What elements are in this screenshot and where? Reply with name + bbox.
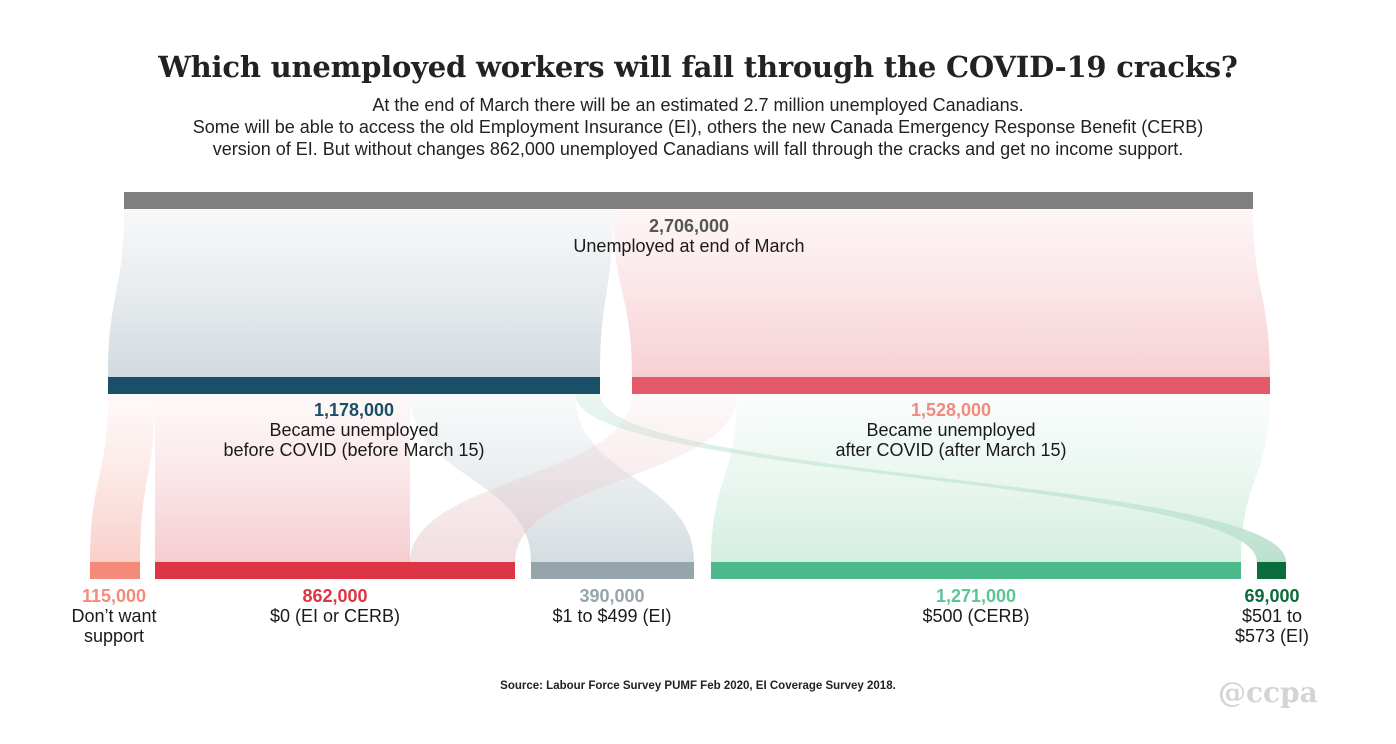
subtitle-line-1: At the end of March there will be an estimated 2.7 million unemployed Canadians. [372, 95, 1024, 115]
node-label-total [539, 216, 839, 256]
node-value-total: 2,706,000 [648, 216, 730, 236]
ccpa-watermark: @ccpa [1218, 676, 1318, 709]
node-text-nosupport-1: Don’t want [71, 606, 157, 626]
node-label-nosupport [54, 586, 174, 646]
node-bar-cerb [711, 562, 1241, 579]
node-bar-before [108, 377, 600, 394]
source-note: Source: Labour Force Survey PUMF Feb 2020, EI Coverage Survey 2018. [500, 680, 896, 692]
node-value-after: 1,528,000 [910, 400, 992, 420]
node-bar-after [632, 377, 1270, 394]
node-bar-high [1257, 562, 1286, 579]
node-value-zero: 862,000 [302, 586, 368, 606]
node-text-nosupport-2: support [83, 626, 145, 646]
chart-title: Which unemployed workers will fall through the COVID-19 cracks? [158, 50, 1238, 84]
node-value-high: 69,000 [1244, 586, 1300, 606]
node-label-zero [210, 586, 460, 626]
node-label-after [801, 400, 1101, 460]
node-value-cerb: 1,271,000 [935, 586, 1017, 606]
node-label-cerb [876, 586, 1076, 626]
node-text-high-2: $573 (EI) [1234, 626, 1310, 646]
node-label-high [1222, 586, 1322, 646]
subtitle-line-2: Some will be able to access the old Employment Insurance (EI), others the new Canada Emergency Response Benefit (CERB) [192, 117, 1204, 137]
node-text-after-1: Became unemployed [866, 420, 1036, 440]
flow-before-nosupport [90, 394, 155, 562]
node-bar-low [531, 562, 694, 579]
node-value-before: 1,178,000 [313, 400, 395, 420]
subtitle-line-3: version of EI. But without changes 862,000 unemployed Canadians will fall through the cracks and get no income support. [212, 139, 1184, 159]
node-text-before-2: before COVID (before March 15) [223, 440, 485, 460]
node-text-high-1: $501 to [1241, 606, 1303, 626]
node-text-zero: $0 (EI or CERB) [269, 606, 401, 626]
node-text-low: $1 to $499 (EI) [552, 606, 672, 626]
node-label-before [204, 400, 504, 460]
node-bar-total [124, 192, 1253, 209]
node-bar-nosupport [90, 562, 140, 579]
node-value-low: 390,000 [579, 586, 645, 606]
node-text-before-1: Became unemployed [269, 420, 439, 440]
flow-total-before [108, 209, 613, 377]
node-text-after-2: after COVID (after March 15) [835, 440, 1067, 460]
node-value-nosupport: 115,000 [81, 586, 147, 606]
node-label-low [512, 586, 712, 626]
node-text-cerb: $500 (CERB) [922, 606, 1030, 626]
node-bar-zero [155, 562, 515, 579]
node-text-total: Unemployed at end of March [573, 236, 805, 256]
